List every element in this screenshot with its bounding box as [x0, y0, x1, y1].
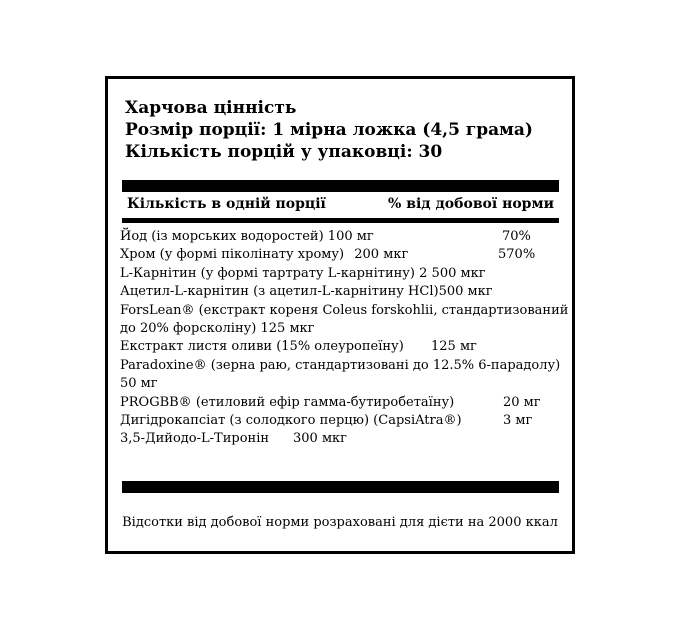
- ingredient-name: 3,5-Дийодо-L-Тиронін: [120, 431, 270, 447]
- ingredient-name: L-Карнітин (у формі тартрату L-карнітину): [120, 265, 416, 281]
- ingredient-daily-value: 570%: [498, 247, 536, 263]
- ingredient-row: [120, 430, 570, 448]
- ingredient-row: [120, 228, 570, 246]
- ingredient-amount: 20 мг: [503, 394, 541, 410]
- ingredient-name: ForsLean® (екстракт кореня Coleus forskohlii, стандартизований до 20% форсколіну): [120, 302, 569, 336]
- ingredient-row: [120, 283, 570, 301]
- ingredient-row: [120, 394, 570, 412]
- ingredient-daily-value: 70%: [502, 229, 531, 244]
- ingredient-name: Йод (із морських водоростей): [120, 229, 324, 244]
- ingredient-amount: 300 мкг: [293, 431, 347, 447]
- ingredient-amount: 125 мкг: [260, 320, 315, 336]
- panel-title: Харчова цінність: [125, 98, 297, 118]
- ingredient-name: Paradoxine® (зерна раю, стандартизовані до 12.5% 6-парадолу): [120, 357, 561, 373]
- daily-value-column-header: % від добової норми: [388, 196, 554, 212]
- ingredient-amount: 3 мг: [503, 412, 533, 428]
- ingredient-row: [120, 338, 570, 356]
- ingredient-name: Ацетил-L-карнітин (з ацетил-L-карнітину HCl): [120, 284, 439, 300]
- ingredient-row: [120, 265, 570, 283]
- amount-column-header: Кількість в одній порції: [127, 196, 326, 212]
- ingredient-amount: 500 мкг: [438, 284, 493, 300]
- ingredient-name: Хром (у формі піколінату хрому): [120, 247, 345, 263]
- ingredient-amount: 200 мкг: [354, 247, 409, 263]
- ingredient-amount: 100 мг: [327, 229, 374, 244]
- ingredient-amount: 125 мг: [431, 339, 477, 355]
- ingredient-list: [120, 228, 570, 449]
- ingredient-row: [120, 246, 570, 264]
- panel-header: [125, 97, 533, 163]
- daily-value-footnote: Відсотки від добової норми розраховані для дієти на 2000 ккал: [122, 515, 558, 530]
- ingredient-row: [120, 357, 570, 394]
- ingredient-name: Дигідрокапсіат (з солодкого перцю) (CapsiAtra®): [120, 412, 462, 428]
- medium-divider: [122, 218, 559, 223]
- ingredient-amount: 50 мг: [120, 376, 158, 392]
- thick-divider-bottom: [122, 481, 559, 493]
- ingredient-row: [120, 412, 570, 430]
- thick-divider-top: [122, 180, 559, 192]
- ingredient-row: [120, 302, 570, 339]
- ingredient-name: Екстракт листя оливи (15% олеуропеїну): [120, 339, 404, 355]
- ingredient-amount: 2 500 мкг: [419, 265, 486, 281]
- nutrition-facts-panel: [105, 76, 575, 554]
- servings-per-container: Кількість порцій у упаковці: 30: [125, 142, 443, 162]
- serving-size: Розмір порції: 1 мірна ложка (4,5 грама): [125, 120, 533, 140]
- ingredient-name: PROGBB® (етиловий ефір гамма-бутиробетаїну): [120, 394, 455, 410]
